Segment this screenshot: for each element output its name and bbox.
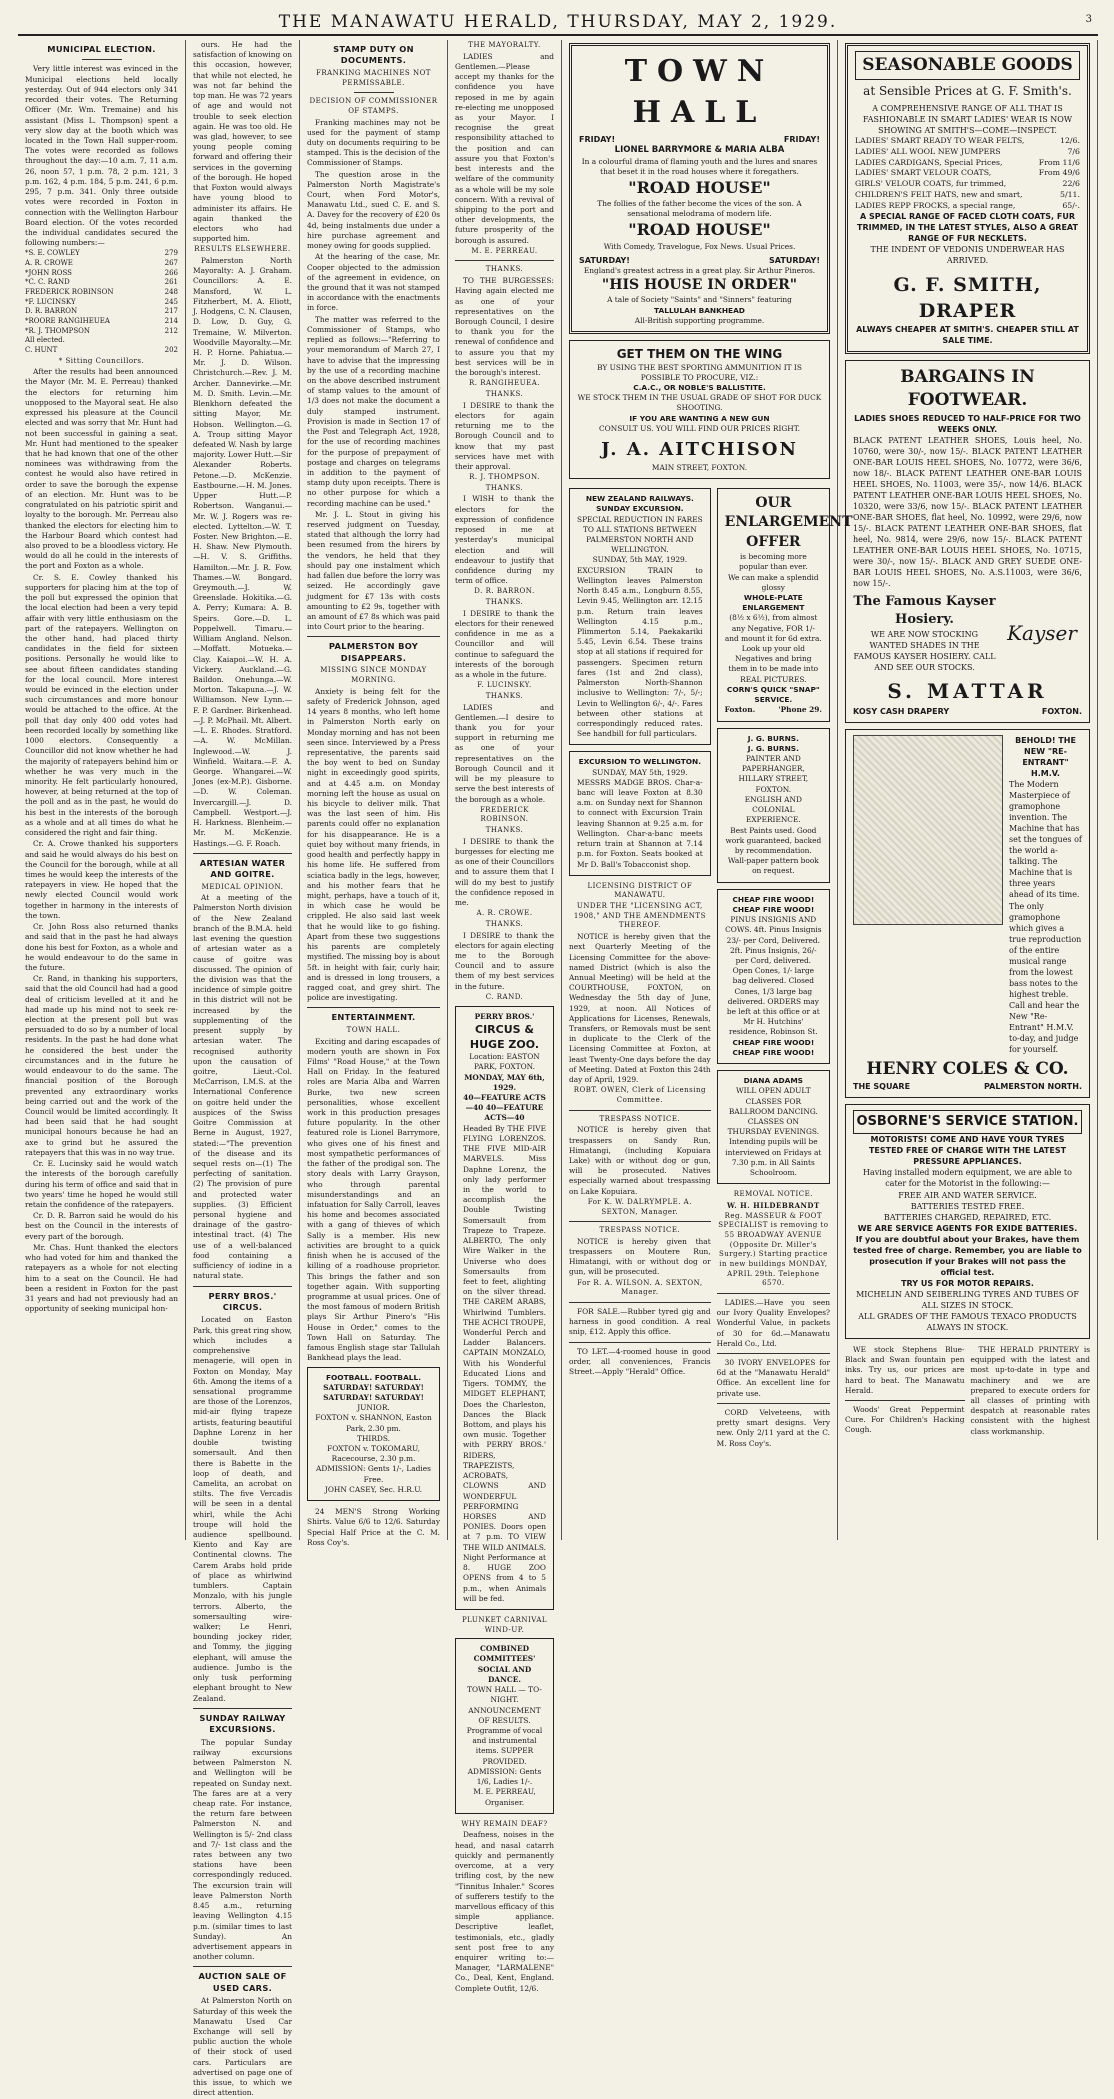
price-item: LADIES' SMART READY TO WEAR FELTS, bbox=[855, 136, 1025, 146]
service-station-ad bbox=[845, 1104, 1090, 1339]
tyres-stock: MICHELIN AND SEIBERLING TYRES AND TUBES OF ALL SIZES IN STOCK. bbox=[856, 1289, 1079, 1310]
stamp-paragraph: At the hearing of the case, Mr. Cooper objected to the admission of the agreement in evidence, on the ground that it was not stamped in accordance with the enactments in force. bbox=[307, 252, 440, 313]
enlargement-snap: CORN'S QUICK "SNAP" SERVICE. bbox=[726, 684, 820, 705]
football-thirds: THIRDS. bbox=[357, 1433, 390, 1443]
railway-heading: SUNDAY RAILWAY EXCURSIONS. bbox=[199, 1712, 286, 1735]
entertainment-subheading: TOWN HALL. bbox=[346, 1025, 401, 1034]
candidate-votes: 267 bbox=[164, 259, 178, 268]
service-item: FREE AIR AND WATER SERVICE. bbox=[898, 1190, 1037, 1200]
divider bbox=[82, 59, 122, 60]
continued-paragraph: ours. He had the satisfaction of knowing on this occasion, however, that while not elected, he was not far behind the top man. He was 72 years of age and would not trouble to seek election again. He was too old. He was glad, however, to see young people coming forward and offering their services in the governing of the borough. He hoped that Foxton would always have young blood to administer its affairs. He again thanked the electors who had supported him. bbox=[193, 40, 292, 244]
to-let-ad: TO LET.—4-roomed house in good order, all conveniences, Francis Street.—Apply "Herald" Office. bbox=[569, 1346, 711, 1377]
football-junior: JUNIOR. bbox=[357, 1403, 390, 1413]
results-heading: RESULTS ELSEWHERE. bbox=[194, 245, 291, 254]
social-ad bbox=[455, 1638, 554, 1814]
candidate-row bbox=[25, 259, 178, 269]
exide-agents: WE ARE SERVICE AGENTS FOR EXIDE BATTERIES. bbox=[857, 1223, 1078, 1233]
licensing-subheading: UNDER THE "LICENSING ACT, 1908," AND THE AMENDMENTS THEREOF. bbox=[573, 902, 706, 930]
smith-ad bbox=[845, 43, 1090, 354]
motor-repairs: TRY US FOR MOTOR REPAIRS. bbox=[901, 1278, 1034, 1288]
football-title: FOOTBALL. FOOTBALL. bbox=[325, 1372, 422, 1382]
mayoralty-heading: THE MAYORALTY. bbox=[468, 41, 541, 49]
candidate-name: All elected. bbox=[25, 336, 65, 345]
seasonable-title: SEASONABLE GOODS bbox=[855, 51, 1080, 80]
for-sale-ad: FOR SALE.—Rubber tyred gig and harness in good condition. A real snip, £12. Apply this office. bbox=[569, 1307, 711, 1337]
price-row bbox=[855, 136, 1080, 147]
aitchison-name: J. A. AITCHISON bbox=[601, 439, 798, 461]
house-star: TALLULAH BANKHEAD bbox=[654, 305, 745, 315]
thanks-heading: THANKS. bbox=[485, 826, 524, 835]
plunket-heading: PLUNKET CARNIVAL WIND-UP. bbox=[461, 1615, 548, 1634]
burns-trade: PAINTER AND PAPERHANGER, HILLARY STREET, FOXTON. bbox=[738, 754, 809, 794]
shoes-list: BLACK PATENT LEATHER SHOES, Louis heel, No. 10760, were 30/-, now 15/-. BLACK PATENT LEATHER ONE-BAR LOUIS HEEL SHOES, No. 10772, were 36/6, now 18/-. BLACK PATENT LEATHER ONE-BAR LOUIS HEEL SHOES, No. 11003, were 35/-, now 14/6. BLACK PATENT LEATHER ONE-BAR LOUIS HEEL SHOES, No. 10320, were 33/6, now 15/-. BLACK PATENT LEATHER ONE-BAR SHOES, flat heel, No. 10992, were 29/6, now 15/-. BLACK PATENT LEATHER ONE-BAR SHOES, flat heel, No. 9814, were 29/6, now 15/-. BLACK PATENT LEATHER ONE-BAR LOUIS HEEL SHOES, No. 10715, were 30/-, now 15/-. BLACK AND GREY SUEDE ONE-BAR LOUIS HEEL SHOES, No. A.S.11003, were 36/6, now 15/-. bbox=[853, 435, 1082, 589]
entertainment-heading: ENTERTAINMENT. bbox=[331, 1012, 416, 1023]
removal-paragraph: Reg. MASSEUR & FOOT SPECIALIST is removing to 55 BROADWAY AVENUE (Opposite Dr. Miller's Surgery.) Starting practice in new buildings MONDAY, APRIL 29th. Telephone 6570. bbox=[718, 1211, 829, 1288]
election-paragraph: Cr. E. Lucinsky said he would watch the interests of the borough carefully during his term of office and said that in two years' time he hoped he would still retain the confidence of the ratepayers. bbox=[25, 1159, 178, 1209]
election-paragraph: Cr. S. E. Cowley thanked his supporters for placing him at the top of the poll but expressed the opinion that the local election had been a very tepid affair with very little enthusiasm on the part of the ratepayers. Wellington on the other hand, had placed thirty candidates in the field for sixteen positions. Personally he would like to see about fifteen candidates standing for the local council. More interest would be evinced in the election under such circumstances and more honour would be attached to the office. At the poll that day only 400 odd votes had been recorded locally by something like 1000 electors. Consequently a Councillor did not know whether he had the majority of ratepayers behind him or whether he was very much in the minority. He felt particularly honoured, however, at being returned at the top of the poll and as in the past, he would do his best in the interests of the borough as a whole and at all times do what he considered the right and fair thing. bbox=[25, 572, 178, 838]
thanks-paragraph: I DESIRE to thank the electors for their renewed confidence in me as a Councillor and will continue to safeguard the interests of the borough as a whole in the future. bbox=[455, 608, 554, 680]
divider bbox=[193, 1286, 292, 1287]
thanks-paragraph: I WISH to thank the electors for the expression of confidence reposed in me at yesterday's municipal election and will endeavour to justify that confidence during my term of office. bbox=[455, 494, 554, 586]
election-paragraph: Cr. D. R. Barron said he would do his best on the Council in the interests of every part of the borough. bbox=[25, 1211, 178, 1241]
burns-note: Best Paints used. Good work guaranteed, backed by recommendation. Wall-paper pattern book on request. bbox=[725, 825, 822, 876]
road-house-title-2: "ROAD HOUSE" bbox=[628, 220, 771, 240]
candidate-row bbox=[25, 288, 178, 298]
velveteens-ad: CORD Velveteens, with pretty smart designs. Very new. Only 2/11 yard at the C. M. Ross Coy's. bbox=[716, 1407, 830, 1448]
stamp-paragraph: Mr. J. L. Stout in giving his reserved judgment on Tuesday, stated that although the lorry had been resumed from the hirers by the vendors, he held that they should pay one instalment which had fallen due before the lorry was seized. He accordingly gave judgment for £7 13s with costs amounting to £2 9s, together with an amount of £7 8s which was paid into Court prior to the hearing. bbox=[307, 509, 440, 632]
thanks-heading: THANKS. bbox=[485, 265, 524, 274]
candidate-name: C. HUNT bbox=[25, 345, 58, 354]
saturday-right: SATURDAY! bbox=[769, 255, 820, 265]
diana-name: DIANA ADAMS bbox=[743, 1076, 803, 1086]
saturday-left: SATURDAY! bbox=[579, 255, 630, 265]
stamp-subheading: FRANKING MACHINES NOT PERMISSABLE. bbox=[316, 68, 431, 87]
shirts-ad: 24 MEN'S Strong Working Shirts. Value 6/6 to 12/6. Saturday Special Half Price at the C. M. Ross Coy's. bbox=[307, 1507, 440, 1547]
range-paragraph: A COMPREHENSIVE RANGE OF ALL THAT IS FASHIONABLE IN SMART LADIES' WEAR IS NOW SHOWING AT SMITH'S—COME—INSPECT. bbox=[862, 104, 1073, 136]
enlargement-popular: is becoming more popular than ever. bbox=[739, 552, 808, 572]
circus-ad-acts: 40—FEATURE ACTS—40 40—FEATURE ACTS—40 bbox=[463, 1093, 546, 1123]
circus-paragraph: Located on Easton Park, this great ring show, which includes a comprehensive menagerie, will open in Foxton on Monday, May 6th. Among the items of a sensational programme are those of the Lorenzos, mid-air flying trapeze artists, featuring beautiful Daphne Lorenz in her double twisting somersault. And then there is Babette in the loop of death, and Camelita, an acrobat on stilts. The five Vercadis will be seen in a dental whirl, while the Achi troupe will hold the audience spellbound. Kiento and Kay are Continental clowns. The Carem Arabs hold pride of place as whirlwind tumblers. Captain Monzalo, with his jungle terrors. Alberto, the somersaulting wire-walker; Le Henri, bounding jockey rider, and Tommy, the jigging elephant, will amuse the audience. Jumbo is the only tusk performing elephant brought to New Zealand. bbox=[193, 1315, 292, 1703]
railway-paragraph: The popular Sunday railway excursions between Palmerston N. and Wellington will be repeated on Sunday next. The fares are at a very cheap rate. For instance, the return fare between Palmerston N. and Wellington is 5/- 2nd class and 7/- 1st class and the rates between any two stations have been correspondingly reduced. The excursion train will leave Palmerston North 8.45 a.m., returning leaving Wellington 4.15 p.m. (similar times to last Sunday). An advertisement appears in another column. bbox=[193, 1737, 292, 1962]
mattar-town: FOXTON. bbox=[1041, 707, 1082, 716]
kayser-paragraph: WE ARE NOW STOCKING WANTED SHADES IN THE FAMOUS KAYSER HOSIERY. CALL AND SEE OUR STOCKS. bbox=[853, 630, 996, 673]
wing-title: GET THEM ON THE WING bbox=[616, 347, 783, 361]
burns-ad bbox=[717, 728, 830, 883]
candidate-votes: 202 bbox=[164, 345, 178, 354]
election-paragraph: After the results had been announced the Mayor (Mr. M. E. Perreau) thanked the electors for returning him unopposed to the Mayoral seat. He also expressed his pleasure at the Council elected and was sorry that Mr. Hunt had not been successful in gaining a seat. Mr. Hunt had mentioned to the speaker that he had known that one of the other nominees was withdrawing from the contest he would also have retired in order to save the borough the expense of an election. Mr. Hunt was to be congratulated on his patriotic spirit and loyalty to the borough. Mr. Perreau also thanked the electors for electing him to the Harbour Board which contest had also proved to be a bloodless victory. He would do all he could in the interests of the port and Foxton as a whole. bbox=[25, 367, 178, 571]
candidate-votes: 212 bbox=[164, 326, 178, 335]
texaco-stock: ALL GRADES OF THE FAMOUS TEXACO PRODUCTS ALWAYS IN STOCK. bbox=[858, 1311, 1077, 1332]
osborne-title: OSBORNE'S SERVICE STATION. bbox=[853, 1110, 1082, 1134]
candidate-name: A. R. CROWE bbox=[25, 259, 73, 268]
price-row bbox=[855, 168, 1080, 179]
film-stars: LIONEL BARRYMORE & MARIA ALBA bbox=[614, 144, 785, 155]
friday-left: FRIDAY! bbox=[579, 134, 616, 144]
price-item: LADIES' SMART VELOUR COATS, bbox=[855, 168, 992, 178]
circus-ad-title: CIRCUS & HUGE ZOO. bbox=[469, 1022, 540, 1051]
price-value: 12/6. bbox=[1060, 136, 1080, 146]
nzr-paragraph: SPECIAL REDUCTION IN FARES TO ALL STATIONS BETWEEN PALMERSTON NORTH AND WELLINGTON. bbox=[577, 514, 703, 555]
enlargement-title: OUR ENLARGEMENT OFFER bbox=[724, 495, 853, 550]
wing-paragraph: WE STOCK THEM IN THE USUAL GRADE OF SHOT FOR DUCK SHOOTING. bbox=[577, 393, 822, 413]
peppermint-ad: Woods' Great Peppermint Cure. For Children's Hacking Cough. bbox=[845, 1405, 965, 1435]
bargains-title: BARGAINS IN FOOTWEAR. bbox=[900, 367, 1035, 411]
divider bbox=[717, 1403, 830, 1404]
price-item: CHILDREN'S FELT HATS, new and smart, bbox=[855, 189, 1023, 199]
thanks-paragraph: LADIES and Gentlemen.—I desire to thank you for your support in returning me as one of your representatives on the Borough Council and it will be my pleasure to serve the best interests of the borough as a whole. bbox=[455, 702, 554, 804]
trespass-heading: TRESPASS NOTICE. bbox=[599, 1114, 681, 1123]
thanks-paragraph: I DESIRE to thank the burgesses for electing me as one of their Councillors and to assure them that I will do my best to justify the confidence reposed in me. bbox=[455, 836, 554, 908]
vedonis-note: THE INDENT OF VEDONIS UNDERWEAR HAS ARRIVED. bbox=[870, 245, 1065, 266]
excursion-ad bbox=[569, 751, 711, 875]
candidate-name: D. R. BARRON bbox=[25, 307, 78, 316]
kayser-logo: Kayser bbox=[1007, 620, 1077, 645]
candidate-row bbox=[25, 269, 178, 279]
candidate-votes: 261 bbox=[164, 278, 178, 287]
coles-town: PALMERSTON NORTH. bbox=[984, 1082, 1082, 1092]
football-admission: ADMISSION: Gents 1/-, Ladies Free. bbox=[316, 1464, 431, 1484]
thanks-paragraph: TO THE BURGESSES: Having again elected me as one of your representatives on the Borough Council, I desire to thank you for the renewal of confidence and to assure you that my best services will be in the borough's interest. bbox=[455, 276, 554, 378]
smith-cheap: ALWAYS CHEAPER AT SMITH'S. CHEAPER STILL AT SALE TIME. bbox=[856, 324, 1079, 345]
mayoralty-signature: M. E. PERREAU. bbox=[471, 246, 538, 255]
town-hall-ad bbox=[569, 43, 830, 334]
wing-paragraph: BY USING THE BEST SPORTING AMMUNITION IT IS POSSIBLE TO PROCURE, VIZ.: bbox=[597, 362, 802, 382]
candidate-row bbox=[25, 298, 178, 308]
masthead bbox=[18, 6, 1098, 36]
trespass-signature: For K. W. DALRYMPLE. A. SEXTON, Manager. bbox=[587, 1197, 692, 1216]
gramophone-ad bbox=[845, 729, 1090, 1098]
election-paragraph: Cr. A. Crowe thanked his supporters and said he would always do his best on the Council for the borough, while at all times he would keep the interests of the ratepayers in view. He hoped that the newly elected Council would work together in harmony in the interests of the town. bbox=[25, 839, 178, 920]
circus-ad-body: Headed By THE FIVE FLYING LORENZOS. THE FIVE MID-AIR MARVELS. Miss Daphne Lorenz, the only lady performer in the world to accomplish the Double Twisting Somersault from Trapeze to Trapeze. ALBERTO, The only Wire Walker in the Universe who does Somersaults from feet to feet, alighting on the silver thread. THE CAREM ARABS, Whirlwind Tumblers. THE ACHCI TROUPE, Wonderful Perch and Ladder Balancers. CAPTAIN MONZALO, With his Wonderful Educated Lions and Tigers. TOMMY, the MIDGET ELEPHANT, Does the Charleston, Dances the Black Bottom, and plays his own music. Together with PERRY BROS.' RIDERS, TRAPEZISTS, ACROBATS, CLOWNS AND WONDERFUL PERFORMING HORSES AND PONIES. Doors open at 7 p.m. TO VIEW THE WILD ANIMALS. Night Performance at 8. HUGE ZOO OPENS from 4 to 5 p.m., when Animals will be fed. bbox=[463, 1123, 546, 1603]
candidate-list bbox=[25, 249, 178, 355]
price-row bbox=[855, 201, 1080, 212]
missing-subheading: MISSING SINCE MONDAY MORNING. bbox=[320, 666, 427, 684]
candidate-name: FREDERICK ROBINSON bbox=[25, 288, 114, 296]
ivory-envelopes-ad: 30 IVORY ENVELOPES for 6d at the "Manawatu Herald" Office. An excellent line for private use. bbox=[716, 1357, 830, 1398]
stamp-paragraph: Franking machines may not be used for the payment of stamp duty on documents requiring to be stamped. This is the decision of the Commissioner of Stamps. bbox=[307, 117, 440, 168]
price-value: 65/-. bbox=[1062, 200, 1080, 210]
candidate-row bbox=[25, 327, 178, 337]
candidate-row bbox=[25, 249, 178, 259]
mattar-name: S. MATTAR bbox=[887, 679, 1048, 704]
thanks-signature: A. R. CROWE. bbox=[476, 909, 533, 918]
candidate-row bbox=[25, 336, 178, 346]
house-title: "HIS HOUSE IN ORDER" bbox=[601, 277, 798, 294]
diana-paragraph: WILL OPEN ADULT CLASSES FOR BALLROOM DANCING. CLASSES ON THURSDAY EVENINGS. Intending pupils will be interviewed on Fridays at 7.30 p.m. in All Saints Schoolroom. bbox=[725, 1086, 822, 1178]
trespass-paragraph-2: NOTICE is hereby given that trespassers on Moutere Run, Himatangi, with or without dog or gun, will be prosecuted. bbox=[569, 1236, 711, 1277]
divider bbox=[569, 1342, 711, 1343]
price-row bbox=[855, 179, 1080, 190]
thanks-signature: F. LUCINSKY. bbox=[477, 681, 532, 690]
price-list bbox=[855, 136, 1080, 211]
motorists-paragraph: Having installed modern equipment, we are able to cater for the Motorist in the following:— bbox=[863, 1168, 1072, 1189]
service-item: BATTERIES TESTED FREE. bbox=[910, 1201, 1025, 1211]
printery-ad: THE HERALD PRINTERY is equipped with the latest and most up-to-date in type and machinery and we are prepared to execute orders for all classes of printing with despatch at reasonable rates consistent with the highest class workmanship. bbox=[970, 1344, 1090, 1436]
auction-paragraph: At Palmerston North on Saturday of this week the Manawatu Used Car Exchange will sell by public auction the whole of their stock of used cars. Particulars are advertised on page one of this issue, to which we direct attention. bbox=[193, 1996, 292, 2098]
town-hall-title: TOWN HALL bbox=[624, 54, 775, 131]
service-item: BATTERIES CHARGED, REPAIRED, ETC. bbox=[883, 1212, 1052, 1222]
divider bbox=[455, 260, 554, 261]
candidate-row bbox=[25, 278, 178, 288]
column-6 bbox=[838, 40, 1098, 1540]
sitting-note: * Sitting Councillors. bbox=[58, 356, 145, 365]
entertainment-paragraph: Exciting and daring escapades of modern youth are shown in Fox Films' "Road House," at the Town Hall on Friday. In the featured roles are Maria Alba and Warren Burke, two new screen personalities, whose excellent work in this production presages future popularity. In the other featured role is Lionel Barrymore, who gives one of his finest and most sympathetic performances of the father of the prodigal son. The story deals with Larry Grayson, who through parental misunderstandings and an infatuation for Sally Carroll, leaves his home and becomes associated with a gang of thieves of which Sally is a member. His new activities are brought to a quick finish when he is accused of the killing of a roadhouse proprietor. This brings the father and son together again. With supporting programme at usual prices. One of the most famous of modern British plays Sir Arthur Pinero's "His House in Order," comes to the Town Hall on Saturday. The famous English stage star Tallulah Bankhead plays the lead. bbox=[307, 1036, 440, 1363]
price-row bbox=[855, 190, 1080, 201]
road-description: In a colourful drama of flaming youth and the lures and snares that beset it in the road houses where it foregathers. bbox=[581, 156, 818, 176]
road-house-title: "ROAD HOUSE" bbox=[628, 177, 771, 197]
election-paragraph: Mr. Chas. Hunt thanked the electors who had voted for him and thanked the ratepayers as a whole for not electing him to a seat on the Council. He had been a resident in Foxton for the past 31 years and had not previously had an opportunity of seeking municipal hon- bbox=[25, 1242, 178, 1314]
column-2 bbox=[186, 40, 300, 2098]
candidate-votes: 279 bbox=[164, 249, 178, 258]
candidate-row bbox=[25, 346, 178, 356]
election-paragraph: Very little interest was evinced in the Municipal elections held locally yesterday. Out of 944 electors only 341 recorded their votes. The Returning Officer (Mr. Wm. Tremaine) and his assistant (Miss L. Thompson) spent a very slow day at the booth which was located in the Town Hall supper-room. The votes were recorded as follows throughout the day:—10 a.m. 7, 11 a.m. 26, noon 57, 1 p.m. 78, 2 p.m. 121, 3 p.m. 162, 4 p.m. 184, 5 p.m. 241, 6 p.m. 295, 7 p.m. 341. Only three outside votes were recorded in Foxton in connection with the Wellington Harbour Board election. Of the votes recorded the individual candidates secured the following numbers:— bbox=[25, 64, 178, 248]
nzr-date: SUNDAY, 5th MAY, 1929. bbox=[592, 555, 688, 565]
divider bbox=[845, 1400, 965, 1401]
price-item: GIRLS' VELOUR COATS, fur trimmed, bbox=[855, 179, 1007, 189]
candidate-name: *JOHN ROSS bbox=[25, 268, 72, 277]
price-value: From 49/6 bbox=[1038, 168, 1080, 178]
football-junior-match: FOXTON v. SHANNON, Easton Park, 2.30 pm. bbox=[315, 1413, 432, 1433]
aitchison-address: MAIN STREET, FOXTON. bbox=[651, 462, 748, 472]
enlargement-ad bbox=[717, 488, 853, 721]
column-5 bbox=[562, 40, 853, 1540]
thanks-heading: THANKS. bbox=[485, 691, 524, 700]
football-ad bbox=[307, 1367, 440, 1502]
divider bbox=[569, 1302, 711, 1303]
masthead-title: THE MANAWATU HERALD, THURSDAY, MAY 2, 1929. bbox=[278, 12, 838, 32]
sensible-prices: at Sensible Prices at G. F. Smith's. bbox=[863, 84, 1072, 99]
stamp-paragraph: The matter was referred to the Commissioner of Stamps, who replied as follows:—"Referring to your memorandum of March 27, I have to advise that the impressing by the use of a recording machine on the above described instrument of stamp values to the amount of 1/3 does not make the document a duly stamped instrument. Provision is made in Section 17 of the Post and Telegraph Act, 1928, for the use of recording machines for the purpose of prepayment of postage and charges on telegrams in addition to the payment of stamp duty upon receipts. There is no other purpose for which a recording machine can be used." bbox=[307, 314, 440, 508]
motorists-heading: MOTORISTS! COME AND HAVE YOUR TYRES TESTED FREE OF CHARGE WITH THE LATEST PRESSURE APPLIANCES. bbox=[868, 1135, 1067, 1167]
candidate-row bbox=[25, 317, 178, 327]
service-list bbox=[853, 1190, 1082, 1223]
stamp-paragraph: The question arose in the Palmerston North Magistrate's Court, when Ford Motor's, Manawatu Ltd., sued C. E. and S. A. Davey for the recovery of £20 0s 4d, being instalments due under a hire purchase agreement and money owing for goods supplied. bbox=[307, 169, 440, 251]
nzr-heading: NEW ZEALAND RAILWAYS. bbox=[585, 494, 694, 504]
election-heading: MUNICIPAL ELECTION. bbox=[47, 44, 156, 54]
missing-heading: PALMERSTON BOY DISAPPEARS. bbox=[328, 641, 419, 663]
enlargement-mount: and mount it for 6d extra. Look up your old Negatives and bring them in to be made into REAL PICTURES. bbox=[724, 633, 822, 684]
mattar-shop: KOSY CASH DRAPERY bbox=[853, 707, 950, 716]
burns-experience: ENGLISH AND COLONIAL EXPERIENCE. bbox=[744, 794, 802, 825]
circus-heading: PERRY BROS.' CIRCUS. bbox=[208, 1290, 277, 1312]
house-intro: England's greatest actress in a great play. Sir Arthur Pineros. bbox=[583, 265, 816, 275]
column-4 bbox=[448, 40, 562, 1993]
faced-cloth: A SPECIAL RANGE OF FACED CLOTH COATS, FUR TRIMMED, IN THE LATEST STYLES, ALSO A GREAT RANGE OF FUR NECKLETS. bbox=[857, 212, 1078, 244]
thanks-signature: FREDERICK ROBINSON. bbox=[479, 805, 530, 824]
divider bbox=[717, 1353, 830, 1354]
thanks-heading: THANKS. bbox=[485, 389, 524, 398]
thanks-paragraph: I DESIRE to thank the electors for again electing me to the Borough Council and to assure them of my best services in the future. bbox=[455, 930, 554, 991]
removal-heading: REMOVAL NOTICE. bbox=[733, 1190, 813, 1199]
house-note: All-British supporting programme. bbox=[634, 315, 765, 325]
coles-name: HENRY COLES & CO. bbox=[866, 1058, 1069, 1079]
enlargement-phone: 'Phone 29. bbox=[778, 705, 822, 715]
candidate-votes: 245 bbox=[164, 297, 178, 306]
candidate-name: *F. LUCINSKY bbox=[25, 297, 76, 306]
divider bbox=[193, 1966, 292, 1967]
auction-heading: AUCTION SALE OF USED CARS. bbox=[198, 1971, 287, 1993]
divider bbox=[193, 1708, 292, 1709]
price-value: From 11/6 bbox=[1038, 157, 1080, 167]
nzr-subheading: SUNDAY EXCURSION. bbox=[596, 504, 684, 514]
burns-name: J. G. BURNS. bbox=[747, 733, 799, 743]
enlargement-make: We can make a splendid glossy bbox=[728, 572, 819, 592]
column-1 bbox=[18, 40, 186, 1540]
licensing-signature: ROBT. OWEN, Clerk of Licensing Committee. bbox=[573, 1086, 706, 1104]
hmv-paragraph: The Modern Masterpiece of gramophone invention. The Machine that has set the tongues of the world a-talking. The Machine that is three years ahead of its time. The only gramophone which gives a true reproduction of the entire musical range from the lowest bass notes to the highest treble. Call and hear the New "Re-Entrant" H.M.V. to-day, and judge for yourself. bbox=[1009, 780, 1082, 1054]
deaf-paragraph: Deafness, noises in the head, and nasal catarrh quickly and permanently overcome, at a very trifling cost, by the new "Tinnitus Inhaler." Scores of sufferers testify to the marvellous efficacy of this simple appliance. Descriptive leaflet, testimonials, etc., gladly sent post free to any enquirer writing to:—Manager, "LARMALENE" Co., Deal, Kent, England. Complete Outfit, 12/6. bbox=[455, 1830, 554, 1993]
divider bbox=[307, 1007, 440, 1008]
deaf-heading: WHY REMAIN DEAF? bbox=[461, 1819, 548, 1828]
coles-address: THE SQUARE bbox=[853, 1082, 911, 1092]
excursion-date: SUNDAY, MAY 5th, 1929. bbox=[592, 767, 688, 777]
thanks-signature: C. RAND. bbox=[485, 992, 524, 1001]
missing-paragraph: Anxiety is being felt for the safety of Frederick Johnson, aged 14 years 8 months, who left home in Palmerston North early on Monday morning and has not been seen since. Interviewed by a Press representative, the parents said the boy went to bed on Sunday night in exceedingly good spirits, and at 4.45 a.m. on Monday morning left the house as usual on his bicycle to deliver milk. That was the last seen of him. His parents could offer no explanation for his disappearance. He is a quiet boy without many friends, in good health and perfectly happy in his home life. He suffered from sciatica badly in the legs, however, and his mother fears that he might, perhaps, have a touch of it, in which case he would be crippled. He also said last week that he would like to go fishing. Apart from these two suggestions his parents are completely mystified. The missing boy is about 5ft. in height with fair, curly hair, and is dressed in long trousers, a ragged coat, and grey shirt. The police are investigating. bbox=[307, 686, 440, 1003]
road-follies: The follies of the father become the vices of the son. A sensational melodrama of modern life. bbox=[597, 199, 802, 219]
thanks-signature: R. J. THOMPSON. bbox=[469, 473, 540, 482]
thanks-signature: R. RANGIHEUEA. bbox=[468, 379, 541, 388]
footwear-ad bbox=[845, 360, 1090, 723]
brakes-notice: If you are doubtful about your Brakes, have them tested free of charge. Remember, you are liable to prosecution if your Brakes will not pass the official test. bbox=[853, 1234, 1082, 1277]
circus-ad bbox=[455, 1006, 554, 1610]
candidate-votes: 217 bbox=[164, 307, 178, 316]
stamp-subheading: DECISION OF COMMISSIONER OF STAMPS. bbox=[309, 97, 438, 115]
excursion-paragraph: MESSRS MADGE BROS. Char-a-banc will leave Foxton at 8.30 a.m. on Sunday next for Shannon to connect with Excursion Train leaving Shannon at 9.25 a.m. for Wellington. Char-a-banc meets return train at Shannon at 7.14 p.m. for Foxton. Seats booked at Mr D. Ball's Tobacconist shop. bbox=[577, 777, 703, 869]
ink-ad: WE stock Stephens Blue-Black and Swan fountain pen inks. Try us, our prices are hard to beat. The Manawatu Herald. bbox=[845, 1344, 965, 1395]
mayoralty-paragraph: LADIES and Gentlemen.—Please accept my thanks for the confidence you have reposed in me by again re-electing me unopposed as your Mayor. I recognise the great responsibility attached to the position and can assure you that Foxton's best interests and the welfare of the community as a whole will be my sole concern. With a revival of shipping to the port and other developments, the future prosperity of the borough is assured. bbox=[455, 51, 554, 245]
firewood-footer: CHEAP FIRE WOOD! CHEAP FIRE WOOD! bbox=[732, 1037, 815, 1057]
enlargement-what: WHOLE-PLATE ENLARGEMENT bbox=[742, 592, 805, 613]
smith-name: G. F. SMITH, DRAPER bbox=[893, 273, 1042, 322]
trespass-signature-2: For R. A. WILSON. A. SEXTON, Manager. bbox=[577, 1278, 703, 1297]
candidate-votes: 214 bbox=[164, 316, 178, 325]
social-paragraph: ANNOUNCEMENT OF RESULTS. Programme of vocal and instrumental items. SUPPER PROVIDED. ADMISSION: Gents 1/6, Ladies 1/-. bbox=[466, 1705, 543, 1787]
price-value: 7/6 bbox=[1067, 146, 1080, 156]
friday-right: FRIDAY! bbox=[783, 134, 820, 144]
stamp-heading: STAMP DUTY ON DOCUMENTS. bbox=[333, 44, 414, 66]
excursion-heading: EXCURSION TO WELLINGTON. bbox=[578, 757, 702, 767]
enlargement-size: (8½ x 6½), from almost any Negative, FOR 1/- bbox=[729, 613, 818, 633]
thanks-paragraph: I DESIRE to thank the electors for again returning me to the Borough Council and to know that my past services have met with their approval. bbox=[455, 400, 554, 471]
wing-paragraph: CONSULT US. YOU WILL FIND OUR PRICES RIGHT. bbox=[599, 423, 800, 433]
kayser-title: The Famous Kayser Hosiery. bbox=[853, 594, 996, 628]
trespass-heading-2: TRESPASS NOTICE. bbox=[599, 1226, 681, 1235]
shoes-half: LADIES SHOES REDUCED TO HALF-PRICE FOR TWO WEEKS ONLY. bbox=[854, 413, 1081, 434]
candidate-votes: 248 bbox=[164, 288, 178, 296]
results-paragraph: Palmerston North Mayoralty: A. J. Graham. Councillors: A. E. Mansford, W. L. Fitzherbert, M. A. Eliott, J. Hodgens, C. N. Clausen, D. Low, D. Guy, G. Tremaine, W. Milverton. Woodville Mayoralty.—Mr. H. P. Horne. Pahiatua.—Mr. J. D. Wilson. Christchurch.—Rev. J. M. Archer. Dannevirke.—Mr. M. D. Smith. Levin.—Mr. Blenkhorn defeated the sitting Mayor, Mr. Hobson. Wellington.—G. A. Troup sitting Mayor defeated W. Nash by large majority. Lower Hutt.—Sir Alexander Roberts. Petone.—D. McKenzie. Eastbourne.—H. M. Jones. Upper Hutt.—P. Robertson. Wanganui.—Mr. W. J. Rogers was re-elected. Lyttelton.—W. T. Foster. New Brighton.—E. H. Shaw. New Plymouth.—H. V. S. Griffiths. Hamilton.—Mr. J. R. Fow. Thames.—W. Bongard. Greymouth.—J. W. Greenslade. Hokitika.—G. A. Perry; Kumara: A. B. Speirs. Gore.—D. L. Poppelwell. Timaru.—William Angland. Nelson.—Moffatt. Motueka.—Clay. Kaiapoi.—W. H. A. Vickery. Auckland.—G. Baildon. Onehunga.—W. Morton. Takapuna.—J. W. Williamson. New Lynn.—F. P. Gardner. Birkenhead.—J. P. McPhail. Mt. Albert.—L. E. Rhodes. Stratford.—A. W. McMillan. Inglewood.—W. J. Winfield. Waitara.—F. A. George. Whangarei.—W. Jones (ex-M.P.). Gisborne.—D. W. Coleman. Invercargill.—J. D. Campbell. Westport.—J. H. Harkness. Blenheim.—Mr. M. McKenzie. Hastings.—G. F. Roach. bbox=[193, 256, 293, 848]
goitre-subheading: MEDICAL OPINION. bbox=[201, 882, 284, 891]
price-row bbox=[855, 147, 1080, 158]
election-paragraph: Cr. Rand, in thanking his supporters, said that the old Council had had a good deal of criticism levelled at it and he had made up his mind not to seek re-election at the present poll but was persuaded to do so by a number of local residents. In the past he had done what he considered the best under the circumstances and in the future he would endeavour to do the same. The financial position of the Borough prevented any extraordinary works being carried out and the work of the Council would be limited accordingly. It had been said that he had sought municipal honours because he had an axe to grind but he assured the ratepayers that this was in no way true. bbox=[25, 974, 178, 1157]
removal-name: W. H. HILDEBRANDT bbox=[726, 1200, 820, 1210]
circus-ad-top: PERRY BROS.' bbox=[474, 1011, 535, 1021]
burns-name-2: J. G. BURNS. bbox=[747, 743, 799, 753]
price-value: 5/11. bbox=[1060, 189, 1080, 199]
enlargement-town: Foxton. bbox=[724, 705, 756, 715]
goitre-heading: ARTESIAN WATER AND GOITRE. bbox=[199, 857, 286, 880]
column-3 bbox=[300, 40, 448, 1547]
candidate-votes: 266 bbox=[164, 268, 178, 277]
divider bbox=[717, 1293, 830, 1294]
dancing-ad bbox=[717, 1070, 830, 1184]
firewood-ad bbox=[717, 889, 830, 1065]
nzr-paragraph-2: EXCURSION TRAIN to Wellington leaves Palmerston North 8.45 a.m., Longburn 8.55, Levin 9.45, Wellington arr. 12.15 p.m. Return train leaves Wellington 4.15 p.m., Plimmerton 5.14, Paekakariki 5.45, Levin 6.54. These trains stop at all stations if required for passengers. Specimen return fares (1st and 2nd class), Palmerston North-Shannon inclusive to Wellington: 7/-, 5/-; Levin to Wellington 6/-, 4/-. Fares between other stations at correspondingly reduced rates. See handbill for full particulars. bbox=[577, 565, 703, 739]
gramophone-illustration bbox=[853, 735, 1003, 925]
social-where: TOWN HALL — TO-NIGHT. bbox=[467, 1685, 542, 1705]
football-signature: JOHN CASEY, Sec. H.R.U. bbox=[324, 1484, 423, 1494]
envelopes-ad: LADIES.—Have you seen our Ivory Quality Envelopes? Wonderful Value, in packets of 30 for 6d.—Manawatu Herald Co., Ltd. bbox=[716, 1297, 830, 1348]
football-thirds-match: FOXTON v. TOKOMARU, Racecourse, 2.30 p.m. bbox=[327, 1444, 420, 1464]
circus-ad-location: Location: EASTON PARK, FOXTON. bbox=[469, 1052, 540, 1072]
page-number: 3 bbox=[1085, 14, 1092, 25]
firewood-paragraph: PINUS INSIGNIS AND COWS. 4ft. Pinus Insignis 23/- per Cord, Delivered. 2ft. Pinus Insignis, 26/- per Cord, delivered. Open Cones, 1/- large bag delivered. Closed Cones, 1/3 large bag delivered. ORDERS may be left at this office or at Mr H. Hutchins' residence, Robinson St. bbox=[725, 915, 822, 1037]
candidate-name: *R. J. THOMPSON bbox=[25, 326, 90, 335]
candidate-name: *C. C. RAND bbox=[25, 278, 70, 287]
licensing-heading: LICENSING DISTRICT OF MANAWATU. bbox=[587, 881, 693, 900]
thanks-heading: THANKS. bbox=[485, 598, 524, 607]
price-row bbox=[855, 158, 1080, 169]
licensing-paragraph: NOTICE is hereby given that the next Quarterly Meeting of the Licensing Committee for the above-named District (which is also the Annual Meeting) will be held at the COURTHOUSE, FOXTON, on Wednesday the 5th day of June, 1929, at noon. All Notices of Applications for Licenses, Renewals, Transfers, or Removals must be sent in duplicate to the Clerk of the Licensing Committee at Foxton, at least Twenty-One days before the day of Meeting. Dated at Foxton this 24th day of April, 1929. bbox=[569, 932, 711, 1085]
thanks-heading: THANKS. bbox=[485, 919, 524, 928]
house-tale: A tale of Society "Saints" and "Sinners" featuring bbox=[607, 295, 792, 305]
price-value: 22/6 bbox=[1062, 179, 1080, 189]
wing-gun: IF YOU ARE WANTING A NEW GUN bbox=[629, 413, 770, 423]
thanks-heading: THANKS. bbox=[485, 483, 524, 492]
price-item: LADIES CARDIGANS, Special Prices, bbox=[855, 157, 1003, 167]
hmv-heading: BEHOLD! THE NEW "RE-ENTRANT" H.M.V. bbox=[1015, 736, 1076, 779]
social-heading: COMBINED COMMITTEES' SOCIAL AND DANCE. bbox=[473, 1644, 536, 1684]
price-item: LADIES' ALL WOOL NEW JUMPERS bbox=[855, 146, 1001, 156]
divider bbox=[354, 92, 394, 93]
divider bbox=[569, 1110, 711, 1111]
candidate-name: *S. E. COWLEY bbox=[25, 249, 80, 258]
candidate-name: *ROORE RANGIHEUEA bbox=[25, 316, 110, 325]
divider bbox=[569, 1221, 711, 1222]
firewood-heading: CHEAP FIRE WOOD! CHEAP FIRE WOOD! bbox=[732, 894, 815, 914]
trespass-paragraph: NOTICE is hereby given that trespassers on Sandy Run, Himatangi, (including Kopuiara Lake) with or without dog or gun, will be prosecuted. Natives especially warned about trespassing on Lake Kopuiara. bbox=[569, 1125, 711, 1196]
divider bbox=[307, 636, 440, 637]
goitre-paragraph: At a meeting of the Palmerston North division of the New Zealand branch of the B.M.A. held last evening the question of artesian water as a cause of goitre was discussed. The opinion of the division was that the incidence of simple goitre in this district will not be increased by the supplementing of the present supply by artesian water. The recognised authority upon the causation of goitre, Lieut.-Col. McCarrison, I.M.S. at the International Conference on goitre held under the auspices of the Swiss Goitre Commission at Berne in August, 1927, stated:—"The prevention of the disease and its sequel rests on—(1) The perfecting of sanitation. (2) The provision of pure and protected water supplies. (3) Efficient personal hygiene and drainage of the gastro-intestinal tract. (4) The use of a well-balanced food containing a sufficiency of iodine in a natural state. bbox=[193, 893, 292, 1281]
divider bbox=[193, 853, 292, 854]
wing-brand: C.A.C., OR NOBLE'S BALLISTITE. bbox=[633, 382, 766, 392]
social-signature: M. E. PERREAU, Organiser. bbox=[473, 1787, 536, 1807]
ammunition-ad bbox=[569, 340, 830, 479]
election-paragraph: Cr. John Ross also returned thanks and said that in the past he had always done his best for Foxton, as a whole and he would endeavour to do the same in the future. bbox=[25, 922, 178, 972]
railways-ad bbox=[569, 488, 711, 745]
circus-ad-date: MONDAY, MAY 6th, 1929. bbox=[464, 1072, 545, 1092]
thanks-signature: D. R. BARRON. bbox=[474, 587, 535, 596]
road-support: With Comedy, Travelogue, Fox News. Usual Prices. bbox=[603, 241, 796, 251]
football-days: SATURDAY! SATURDAY! SATURDAY! SATURDAY! bbox=[323, 1382, 424, 1402]
price-item: LADIES REPP FROCKS, a special range, bbox=[855, 200, 1016, 210]
candidate-row bbox=[25, 307, 178, 317]
